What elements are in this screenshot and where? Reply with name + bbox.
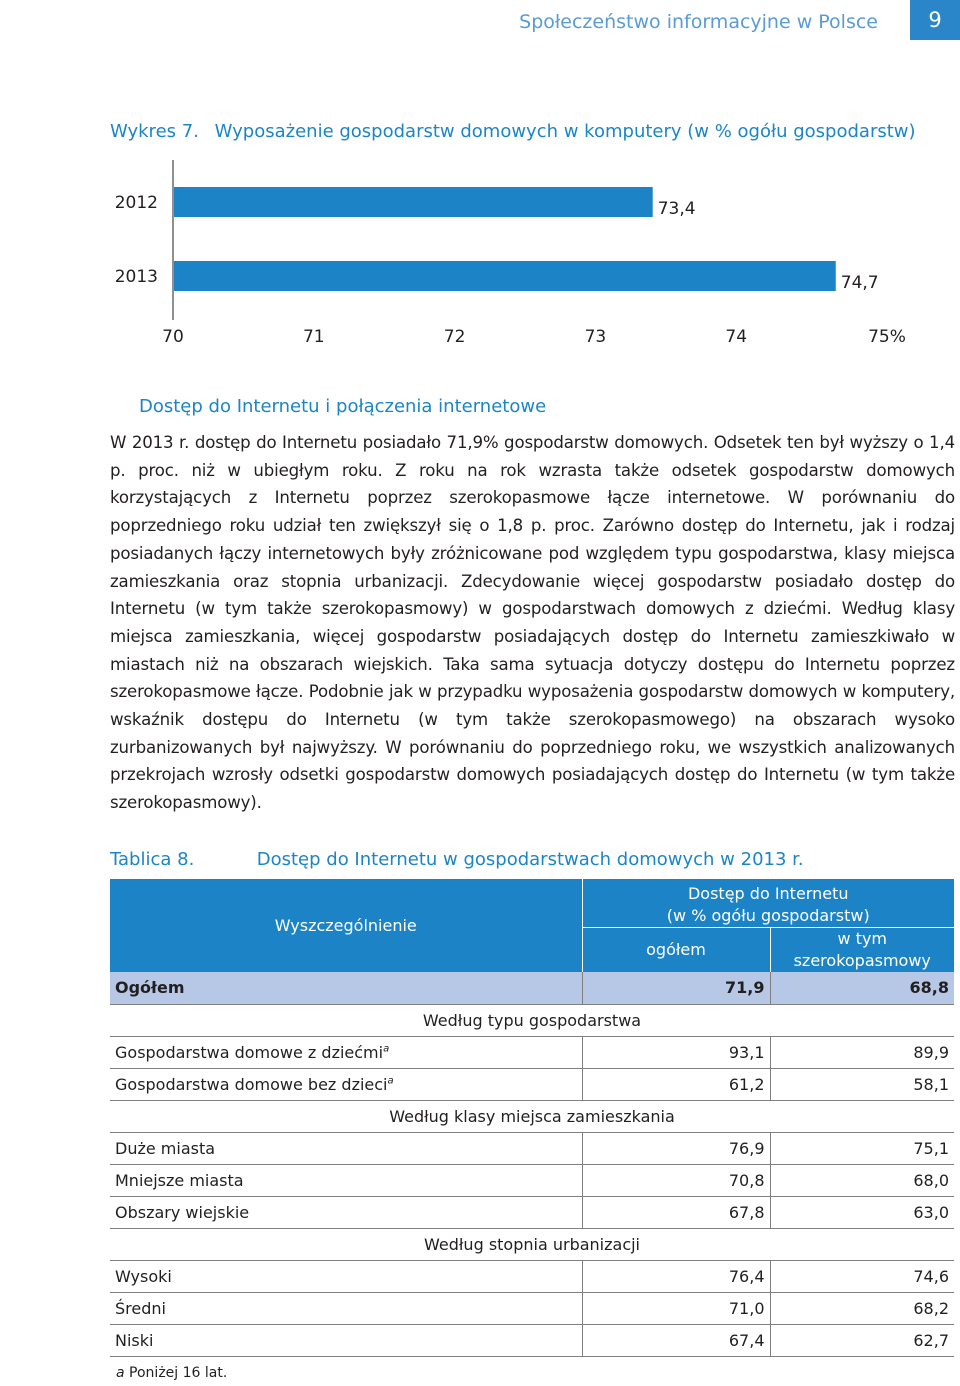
row-value-total: 76,9 <box>582 1132 770 1164</box>
table-group-row <box>110 1004 954 1036</box>
group-title: Według stopnia urbanizacji <box>110 1228 954 1260</box>
x-tick-label: 75% <box>868 327 906 347</box>
figure-title <box>110 121 916 142</box>
figure-label: Wykres 7. <box>110 121 199 142</box>
footnote-ref: a <box>383 1043 390 1055</box>
row-value-total: 61,2 <box>582 1068 770 1100</box>
row-value-broadband: 75,1 <box>770 1132 954 1164</box>
group-title: Według klasy miejsca zamieszkania <box>110 1100 954 1132</box>
table-row <box>110 1292 954 1324</box>
value-label: 74,7 <box>840 273 879 293</box>
header-col-broadband <box>770 928 954 973</box>
table-row <box>110 1260 954 1292</box>
footnote-text: Poniżej 16 lat. <box>129 1365 228 1381</box>
bar-2012 <box>174 187 653 217</box>
row-value-broadband: 89,9 <box>770 1036 954 1068</box>
header-group <box>582 879 954 928</box>
row-label-cell <box>110 1036 582 1068</box>
bar-2013 <box>174 261 836 291</box>
row-value-total: 67,8 <box>582 1196 770 1228</box>
table-row <box>110 1036 954 1068</box>
category-label: 2012 <box>114 193 158 213</box>
row-value-broadband: 68,0 <box>770 1164 954 1196</box>
table-body <box>110 972 954 1356</box>
table-row <box>110 1132 954 1164</box>
table-row <box>110 1324 954 1356</box>
body-paragraph: W 2013 r. dostęp do Internetu posiadało 71,9% gospodarstw domowych. Odsetek ten był wyższy o 1,4 p. proc. niż w ubiegłym roku. Z roku na rok wzrasta także odsetek gospodarstw domowych korzystających z Internetu poprzez szerokopasmowe łącze internetowe. W porównaniu do poprzedniego roku udział ten zwiększył się o 1,8 p. proc. Zarówno dostęp do Internetu, jak i rodzaj posiadanych łączy internetowych były zróżnicowane pod względem typu gospodarstwa, klasy miejsca zamieszkania oraz stopnia urbanizacji. Zdecydowanie więcej gospodarstw posiadało dostęp do Internetu (w tym także szerokopasmowy) w gospodarstwach domowych z dziećmi. Według klasy miejsca zamieszkania, więcej gospodarstw posiadających dostęp do Internetu zamieszkiwało w miastach niż na obszarach wiejskich. Taka sama sytuacja dotyczy dostępu do Internetu poprzez szerokopasmowe łącze. Podobnie jak w przypadku wyposażenia gospodarstw domowych w komputery, wskaźnik dostępu do Internetu (w tym także szerokopasmowego) na obszarach wysoko zurbanizowanych był najwyższy. W porównaniu do poprzedniego roku, we wszystkich analizowanych przekrojach wzrosły odsetki gospodarstw domowych posiadających dostęp do Internetu (w tym także szerokopasmowy). <box>110 433 955 813</box>
figure-title-text: Wyposażenie gospodarstw domowych w komputery (w % ogółu gospodarstw) <box>214 121 916 142</box>
row-value-total: 71,0 <box>582 1292 770 1324</box>
row-label: Obszary wiejskie <box>115 1202 250 1222</box>
footnote-ref: a <box>387 1075 394 1087</box>
table-row <box>110 1164 954 1196</box>
row-label-cell <box>110 1164 582 1196</box>
page-header <box>0 0 960 48</box>
row-label-cell <box>110 1068 582 1100</box>
row-value-broadband: 63,0 <box>770 1196 954 1228</box>
table-header <box>110 879 954 972</box>
header-broad-line1: w tym <box>837 929 887 948</box>
table-title-text: Dostęp do Internetu w gospodarstwach domowych w 2013 r. <box>256 849 804 870</box>
x-tick-label: 71 <box>302 327 325 347</box>
row-label: Mniejsze miasta <box>115 1170 244 1190</box>
x-tick-label: 70 <box>162 327 184 347</box>
value-label: 73,4 <box>657 199 696 219</box>
header-spec: Wyszczególnienie <box>110 879 582 972</box>
row-value-total: 67,4 <box>582 1324 770 1356</box>
row-value-broadband: 74,6 <box>770 1260 954 1292</box>
row-value-total: 76,4 <box>582 1260 770 1292</box>
row-label: Gospodarstwa domowe z dziećmi <box>115 1042 384 1062</box>
internet-access-table <box>110 879 954 1357</box>
x-tick-label: 73 <box>584 327 607 347</box>
x-tick-label: 72 <box>443 327 466 347</box>
table-label: Tablica 8. <box>110 849 195 870</box>
row-value-broadband: 68,8 <box>770 972 954 1004</box>
row-value-total: 71,9 <box>582 972 770 1004</box>
x-tick-label: 74 <box>725 327 748 347</box>
table-row <box>110 1196 954 1228</box>
table-group-row <box>110 1100 954 1132</box>
table-row-total <box>110 972 954 1004</box>
row-label-cell <box>110 1292 582 1324</box>
group-title: Według typu gospodarstwa <box>110 1004 954 1036</box>
row-value-total: 93,1 <box>582 1036 770 1068</box>
row-value-broadband: 62,7 <box>770 1324 954 1356</box>
row-label: Wysoki <box>115 1266 172 1286</box>
row-label-cell <box>110 1324 582 1356</box>
running-title: Społeczeństwo informacyjne w Polsce <box>519 11 878 33</box>
row-label: Gospodarstwa domowe bez dzieci <box>115 1074 388 1094</box>
row-label-cell <box>110 1260 582 1292</box>
row-label: Duże miasta <box>115 1138 216 1158</box>
row-label: Średni <box>115 1298 166 1318</box>
footnote-mark: a <box>116 1365 125 1381</box>
row-value-broadband: 58,1 <box>770 1068 954 1100</box>
table-title <box>110 849 804 870</box>
category-label: 2013 <box>114 267 158 287</box>
page-number: 9 <box>910 0 960 40</box>
row-value-broadband: 68,2 <box>770 1292 954 1324</box>
table-group-row <box>110 1228 954 1260</box>
row-value-total: 70,8 <box>582 1164 770 1196</box>
header-group-line2: (w % ogółu gospodarstw) <box>666 906 870 925</box>
computer-equipment-bar-chart <box>100 160 960 360</box>
header-group-line1: Dostęp do Internetu <box>687 884 849 903</box>
table-row <box>110 1068 954 1100</box>
header-col-total: ogółem <box>582 928 770 973</box>
row-label-cell <box>110 1132 582 1164</box>
footnote <box>116 1365 227 1381</box>
header-broad-line2: szerokopasmowy <box>793 951 931 970</box>
row-label: Ogółem <box>110 972 582 1004</box>
row-label-cell <box>110 1196 582 1228</box>
section-title: Dostęp do Internetu i połączenia internetowe <box>139 396 547 417</box>
row-label: Niski <box>115 1330 154 1350</box>
